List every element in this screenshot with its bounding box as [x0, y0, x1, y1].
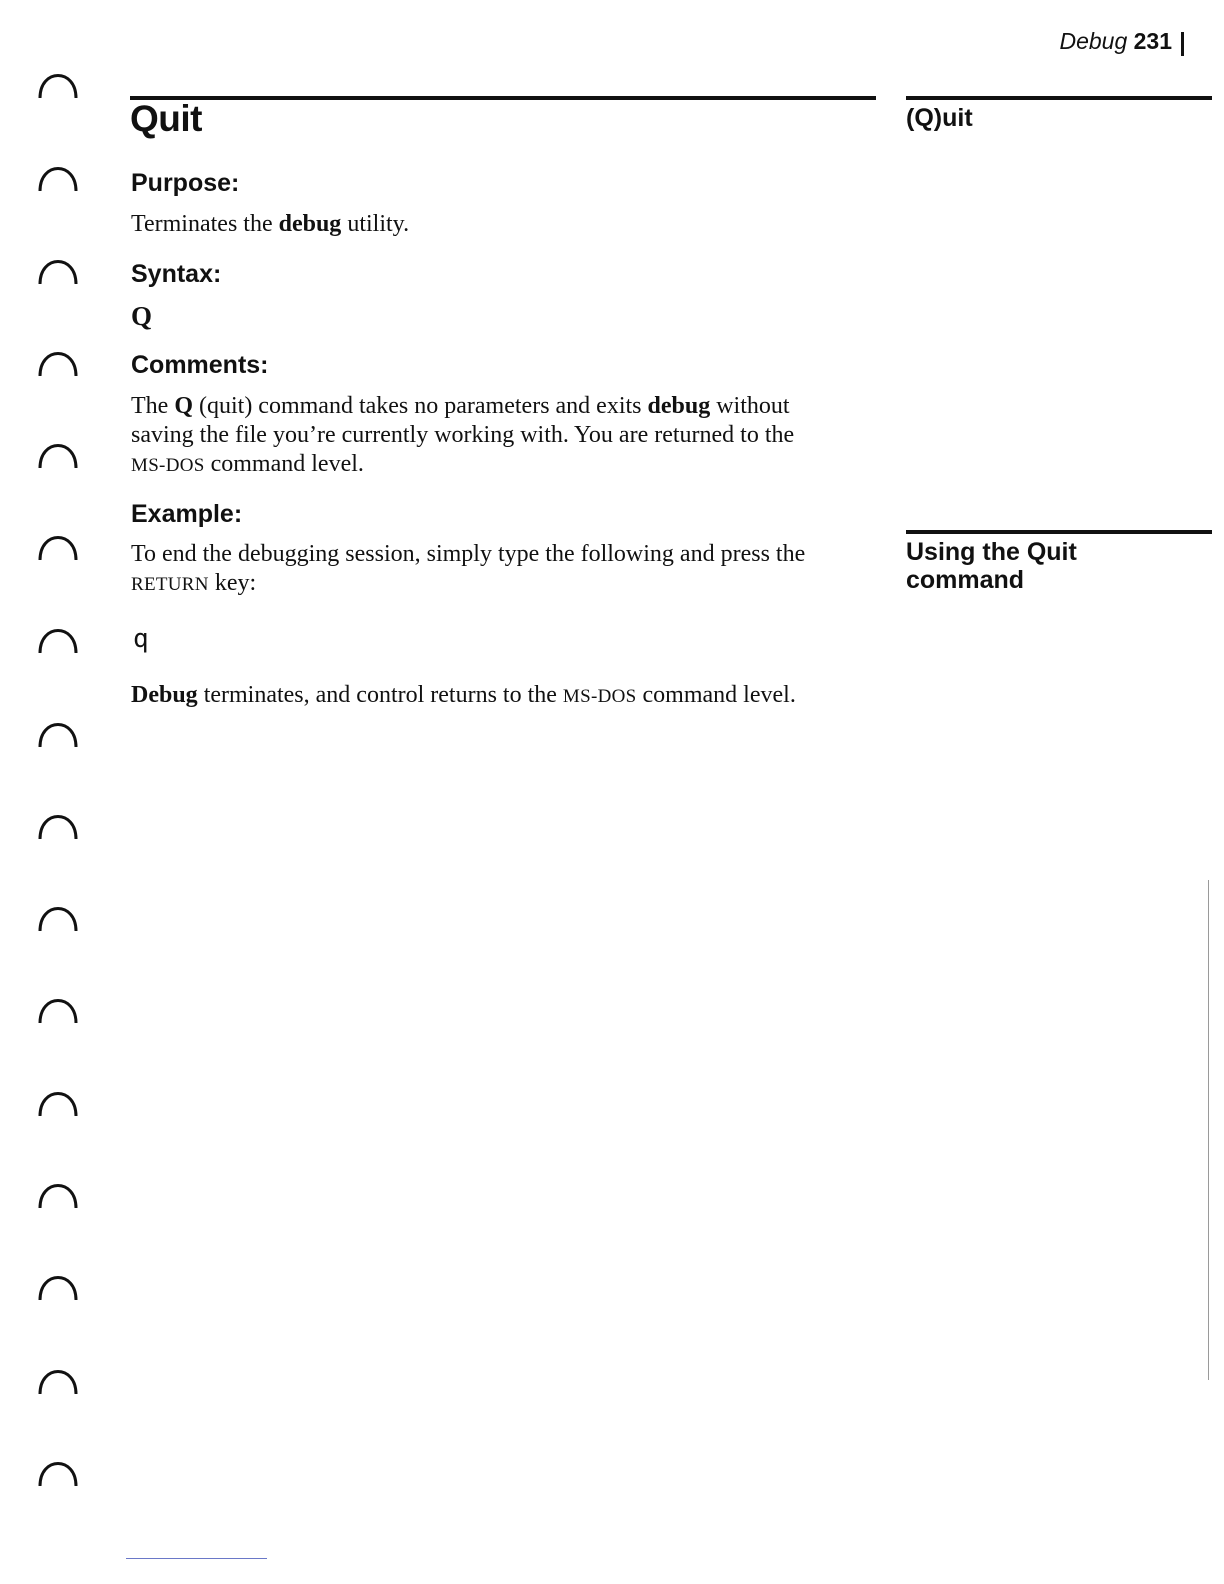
example-input: q: [133, 624, 149, 654]
binder-hole-icon: [36, 1358, 80, 1398]
purpose-heading: Purpose:: [131, 169, 240, 197]
binder-hole-icon: [36, 1450, 80, 1490]
binder-hole-icon: [36, 1080, 80, 1120]
side-rule-top: [906, 96, 1212, 100]
title-rule: [130, 96, 876, 100]
side-label-quit: (Q)uit: [906, 104, 973, 132]
running-head-title: Debug: [1059, 28, 1128, 54]
example-result: Debug terminates, and control returns to the MS-DOS command level.: [131, 682, 796, 708]
binder-hole-icon: [36, 62, 80, 102]
binder-hole-icon: [36, 248, 80, 288]
example-text: To end the debugging session, simply type the following and press the RETURN key:: [131, 541, 806, 596]
comments-text: The Q (quit) command takes no parameters and exits debug without saving the file you’re currently working with. You are returned to the MS-DOS command level.: [131, 393, 795, 477]
running-head: [1059, 26, 1172, 56]
syntax-heading: Syntax:: [131, 260, 222, 288]
binder-hole-icon: [36, 803, 80, 843]
binder-hole-icon: [36, 895, 80, 935]
binder-hole-icon: [36, 432, 80, 472]
example-heading: Example:: [131, 500, 243, 528]
syntax-command: Q: [131, 301, 153, 331]
binder-hole-icon: [36, 987, 80, 1027]
binder-hole-icon: [36, 340, 80, 380]
page-edge-line: [1208, 880, 1209, 1380]
binder-hole-icon: [36, 1172, 80, 1212]
binder-hole-icon: [36, 617, 80, 657]
binder-hole-icon: [36, 711, 80, 751]
page-title: Quit: [130, 98, 202, 139]
side-label-using: Using the Quit command: [906, 538, 1077, 594]
side-rule-example: [906, 530, 1212, 534]
binder-hole-icon: [36, 524, 80, 564]
page-number: 231: [1133, 28, 1172, 54]
comments-heading: Comments:: [131, 351, 269, 379]
binder-hole-icon: [36, 1264, 80, 1304]
binder-hole-icon: [36, 155, 80, 195]
running-head-bar: [1181, 32, 1184, 56]
footer-rule: [126, 1558, 267, 1559]
purpose-text: Terminates the debug utility.: [131, 211, 410, 237]
